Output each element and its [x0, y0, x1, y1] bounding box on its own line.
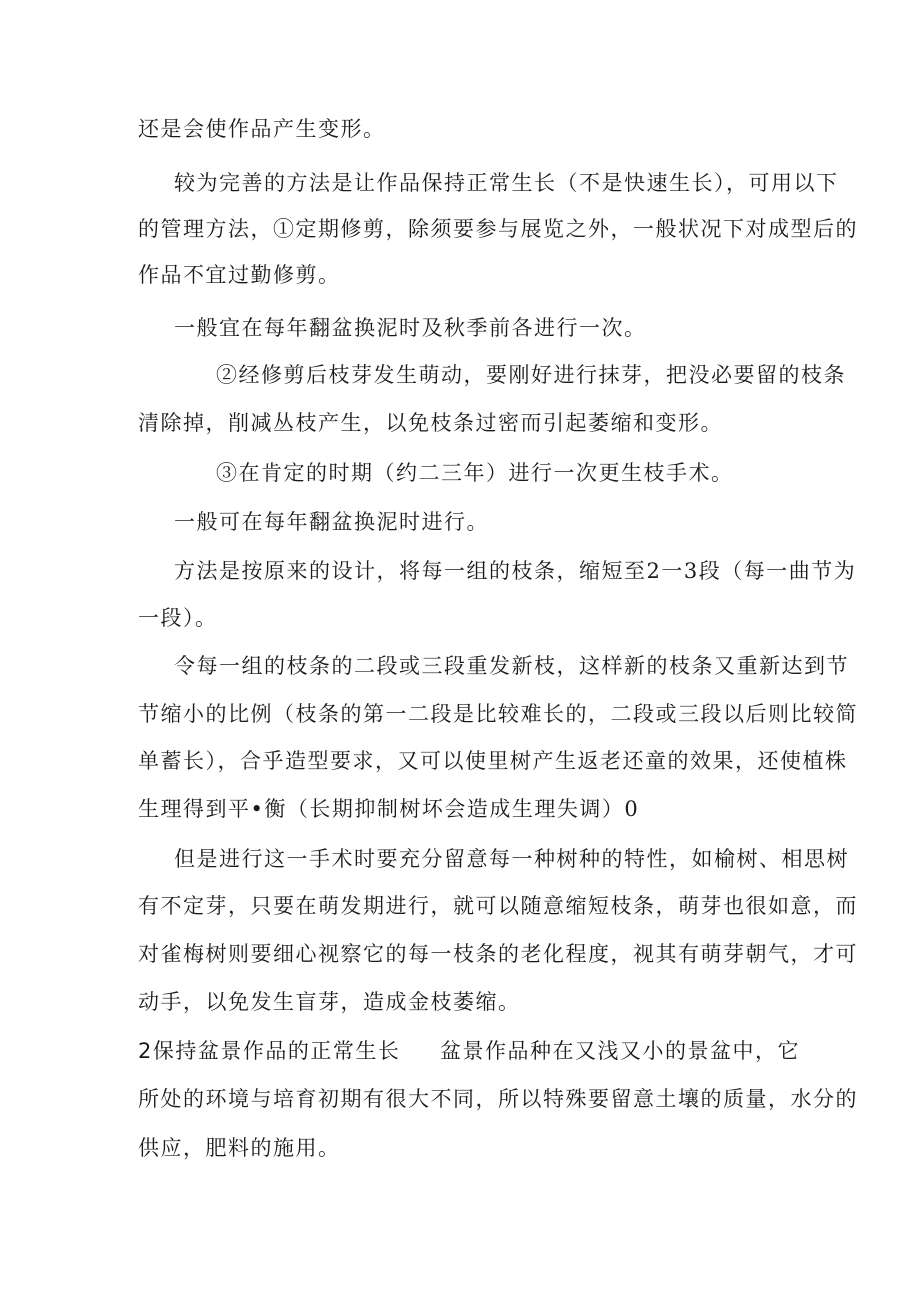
paragraph-line: ③在肯定的时期（约二三年）进行一次更生枝手术。 [216, 461, 734, 485]
paragraph-line: 较为完善的方法是让作品保持正常生长（不是快速生长），可用以下 [174, 171, 839, 195]
paragraph-line: 对雀梅树则要细心视察它的每一枝条的老化程度，视其有萌芽朝气，才可 [138, 942, 858, 966]
paragraph-line: 有不定芽，只要在萌发期进行，就可以随意缩短枝条，萌芽也很如意，而 [138, 894, 858, 918]
paragraph-line: 方法是按原来的设计，将每一组的枝条，缩短至2一3段（每一曲节为 [174, 559, 857, 583]
paragraph-line: 生理得到平•衡（长期抑制树坏会造成生理失调）0 [138, 797, 640, 821]
paragraph-line: 供应，肥料的施用。 [138, 1136, 341, 1160]
section-heading: 2保持盆景作品的正常生长 [138, 1039, 401, 1063]
paragraph-line: 一般可在每年翻盆换泥时进行。 [174, 510, 489, 534]
paragraph-line: 但是进行这一手术时要充分留意每一种树种的特性，如榆树、相思树 [174, 847, 849, 871]
paragraph-line: 所处的环境与培育初期有很大不同，所以特殊要留意土壤的质量，水分的 [138, 1087, 858, 1111]
paragraph-line: 节缩小的比例（枝条的第一二段是比较难长的，二段或三段以后则比较简 [138, 702, 858, 726]
paragraph-line: 盆景作品种在又浅又小的景盆中，它 [440, 1039, 800, 1063]
paragraph-line: 单蓄长），合乎造型要求，又可以使里树产生返老还童的效果，还使植株 [138, 749, 848, 773]
paragraph-line: 动手，以免发生盲芽，造成金枝萎缩。 [138, 990, 521, 1014]
paragraph-line: 令每一组的枝条的二段或三段重发新枝，这样新的枝条又重新达到节 [174, 654, 849, 678]
paragraph-line: 一段）。 [138, 606, 218, 630]
text-line: 还是会使作品产生变形。 [138, 117, 386, 141]
paragraph-line: 一般宜在每年翻盆换泥时及秋季前各进行一次。 [174, 316, 647, 340]
paragraph-line: 作品不宜过勤修剪。 [138, 263, 341, 287]
paragraph-line: 清除掉，削减丛枝产生，以免枝条过密而引起萎缩和变形。 [138, 411, 723, 435]
paragraph-line: 的管理方法，①定期修剪，除须要参与展览之外，一般状况下对成型后的 [138, 217, 858, 241]
paragraph-line: ②经修剪后枝芽发生萌动，要刚好进行抹芽，把没必要留的枝条 [216, 363, 846, 387]
